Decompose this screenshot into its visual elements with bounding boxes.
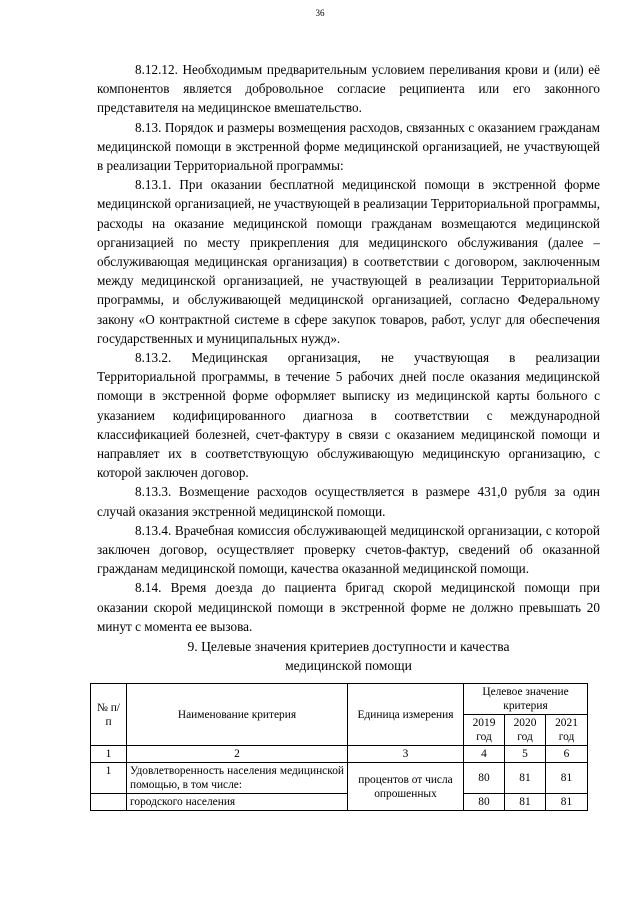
row-value-2019: 80 bbox=[464, 763, 505, 794]
row-unit: процентов от числа опрошенных bbox=[348, 763, 464, 811]
paragraph-8-12-12: 8.12.12. Необходимым предварительным условием переливания крови и (или) её компонентов является добровольное согласие реципиента или его законного представителя на медицинское вмешательство. bbox=[97, 62, 600, 116]
section-title-line-2: медицинской помощи bbox=[285, 658, 412, 673]
paragraph-8-13-1: 8.13.1. При оказании бесплатной медицинской помощи в экстренной форме медицинской организацией, не участвующей в реализации Территориальной программы, расходы на оказание медицинской помощи гражданам возмещаются медицинской организацией по месту прикрепления для медицинского обслуживания (далее – обслуживающая медицинская организация) в соответствии с договором, заключенным между медицинской организацией, не участвующей в реализации Территориальной программы, и обслуживающей медицинской организацией, согласно Федеральному закону «О контрактной системе в сфере закупок товаров, работ, услуг для обеспечения государственных и муниципальных нужд». bbox=[97, 177, 600, 346]
header-num: № п/п bbox=[91, 684, 127, 746]
row-criterion-name: Удовлетворенность населения медицинской помощью, в том числе: bbox=[127, 763, 348, 794]
body-text bbox=[97, 60, 600, 636]
header-target-value: Целевое значение критерия bbox=[464, 684, 588, 715]
row-criterion-name: городского населения bbox=[127, 794, 348, 811]
paragraph-8-14: 8.14. Время доезда до пациента бригад скорой медицинской помощи при оказании скорой медицинской помощи в экстренной форме не должно превышать 20 минут с момента ее вызова. bbox=[97, 580, 600, 634]
page-number: 36 bbox=[315, 8, 325, 18]
row-value-2021: 81 bbox=[546, 794, 588, 811]
index-cell: 4 bbox=[464, 746, 505, 763]
table-row bbox=[91, 763, 588, 794]
header-year-2021: 2021 год bbox=[546, 715, 588, 746]
criteria-table bbox=[90, 683, 588, 811]
index-cell: 1 bbox=[91, 746, 127, 763]
section-title bbox=[97, 637, 600, 675]
paragraph-8-13-3: 8.13.3. Возмещение расходов осуществляется в размере 431,0 рубля за один случай оказания экстренной медицинской помощи. bbox=[97, 484, 600, 519]
table-header-row bbox=[91, 684, 588, 715]
paragraph-8-13: 8.13. Порядок и размеры возмещения расходов, связанных с оказанием гражданам медицинской помощи в экстренной форме медицинской организацией, не участвующей в реализации Территориальной программы: bbox=[97, 119, 600, 174]
index-cell: 3 bbox=[348, 746, 464, 763]
row-value-2019: 80 bbox=[464, 794, 505, 811]
header-year-2020: 2020 год bbox=[505, 715, 546, 746]
row-value-2020: 81 bbox=[505, 763, 546, 794]
table-index-row bbox=[91, 746, 588, 763]
section-title-line-1: 9. Целевые значения критериев доступности и качества bbox=[187, 639, 510, 654]
table-row bbox=[91, 794, 588, 811]
row-num: 1 bbox=[91, 763, 127, 794]
paragraph-8-13-2: 8.13.2. Медицинская организация, не участвующая в реализации Территориальной программы, в течение 5 рабочих дней после оказания медицинской помощи в экстренной форме оформляет выписку из медицинской карты больного с указанием кодифицированного диагноза в соответствии с международной классификацией болезней, счет-фактуру в связи с оказанием медицинской помощи и направляет их в соответствующую обслуживающую медицинскую организацию, с которой заключен договор. bbox=[97, 350, 600, 481]
header-criterion-name: Наименование критерия bbox=[127, 684, 348, 746]
index-cell: 5 bbox=[505, 746, 546, 763]
index-cell: 6 bbox=[546, 746, 588, 763]
paragraph-8-13-4: 8.13.4. Врачебная комиссия обслуживающей медицинской организации, с которой заключен договор, осуществляет проверку счетов-фактур, сведений об оказанной гражданам медицинской помощи, качества оказанной медицинской помощи. bbox=[97, 522, 600, 577]
header-unit: Единица измерения bbox=[348, 684, 464, 746]
index-cell: 2 bbox=[127, 746, 348, 763]
header-year-2019: 2019 год bbox=[464, 715, 505, 746]
row-value-2021: 81 bbox=[546, 763, 588, 794]
row-value-2020: 81 bbox=[505, 794, 546, 811]
row-num bbox=[91, 794, 127, 811]
